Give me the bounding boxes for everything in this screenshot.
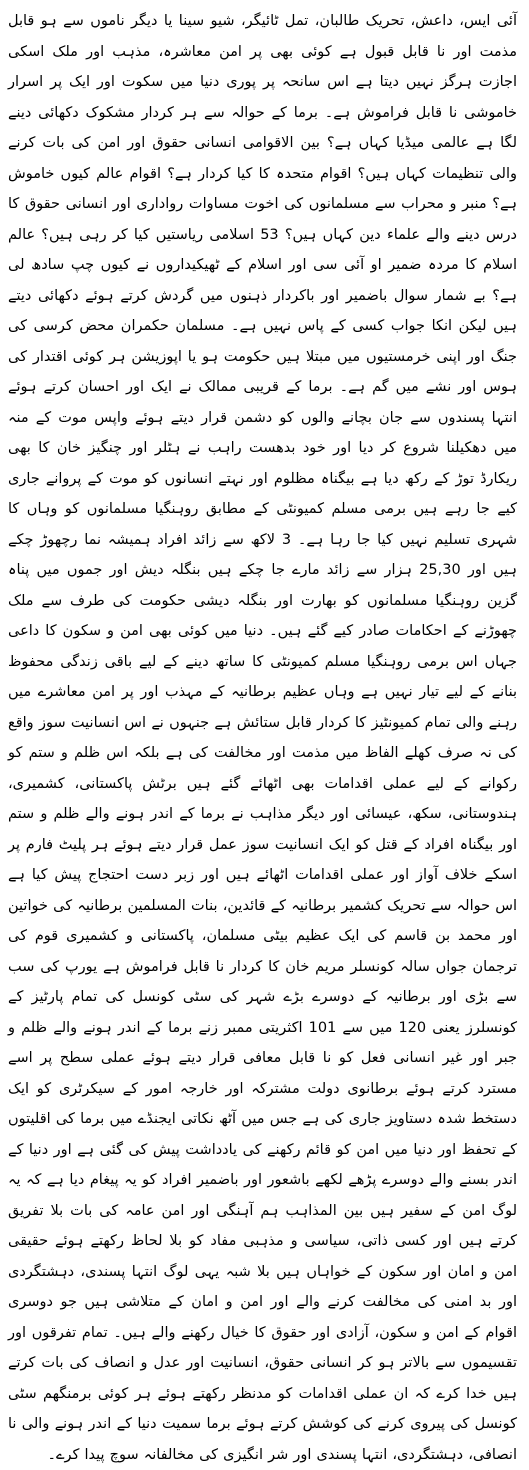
article-body-text: آئی ایس، داعش، تحریک طالبان، تمل ٹائیگر، شیو سینا یا دیگر ناموں سے ہو قابل مذمت اور نا قابل قبول ہے کوئی بھی پر امن معاشرہ، مذہب اور ملک اسکی اجازت ہرگز نہیں دیتا ہے اس سانحہ پر پوری دنیا میں سکوت اور ایک پر اسرار خاموشی نا قابل فراموش ہے۔ برما کے حوالہ سے ہر کردار مشکوک دکھائی دینے لگا ہے عالمی میڈیا کہاں ہے؟ بین الاقوامی انسانی حقوق اور امن کی بات کرنے والی تنظیمات کہاں ہیں؟ اقوام متحدہ کا کیا کردار ہے؟ اقوام عالم کیوں خاموش ہے؟ منبر و محراب سے مسلمانوں کی اخوت مساوات رواداری اور انسانی حقوق کا درس دینے والے علماء دین کہاں ہیں؟ 53 اسلامی ریاستیں کیا کر رہی ہیں؟ عالم اسلام کا مردہ ضمیر او آئی سی اور اسلام کے ٹھیکیداروں نے کیوں چپ سادھ لی ہے؟ بے شمار سوال باضمیر اور باکردار ذہنوں میں گردش کرتے ہوئے دکھائی دیتے ہیں لیکن انکا جواب کسی کے پاس نہیں ہے۔ مسلمان حکمران محض کرسی کی جنگ اور اپنی خرمستیوں میں مبتلا ہیں حکومت ہو یا اپوزیشن ہر کوئی اقتدار کی ہوس اور نشے میں گم ہے۔ برما کے قریبی ممالک نے ایک اور احسان کرتے ہوئے انتہا پسندوں سے جان بچانے والوں کو دشمن قرار دیتے ہوئے واپس موت کے منہ میں دھکیلنا شروع کر دیا اور خود بدھست راہب نے ہٹلر اور چنگیز خان کا بھی ریکارڈ توڑ کے رکھ دیا ہے بیگناہ مظلوم اور نہتے انسانوں کو موت کے پروانے جاری کیے جا رہے ہیں برمی مسلم کمیونٹی کے مطابق روہنگیا مسلمانوں کو وہاں کا شہری تسلیم نہیں کیا جا رہا ہے۔ 3 لاکھ سے زائد افراد ہمیشہ نما رچھوڑ چکے ہیں اور 25,30 ہزار سے زائد مارے جا چکے ہیں بنگلہ دیش اور جموں میں پناہ گزین روہنگیا مسلمانوں کو بھارت اور بنگلہ دیشی حکومت کی طرف سے ملک چھوڑنے کے احکامات صادر کیے گئے ہیں۔ دنیا میں کوئی بھی امن و سکون کا داعی جہاں اس برمی روہنگیا مسلم کمیونٹی کا ساتھ دینے کے لیے باقی زندگی محفوظ بنانے کے لیے تیار نہیں ہے وہاں عظیم برطانیہ کے مہذب اور پر امن معاشرے میں رہنے والی تمام کمیونٹیز کا کردار قابل ستائش ہے جنہوں نے اس انسانیت سوز واقع کی نہ صرف کھلے الفاظ میں مذمت اور مخالفت کی ہے بلکہ اس ظلم و ستم کو رکوانے کے لیے عملی اقدامات بھی اٹھائے گئے ہیں برٹش پاکستانی، کشمیری، ہندوستانی، سکھ، عیسائی اور دیگر مذاہب نے برما کے اندر ہونے والے ظلم و ستم اور بیگناہ افراد کے قتل کو ایک انسانیت سوز عمل قرار دیتے ہوئے ہر پلیٹ فارم پر اسکے خلاف آواز اور عملی اقدامات اٹھائے ہیں اور زبر دست احتجاج پیش کیا ہے اس حوالہ سے تحریک کشمیر برطانیہ کے قائدین، بنات المسلمین برطانیہ کی خواتین اور محمد بن قاسم کی ایک عظیم بیٹی مسلمان، پاکستانی و کشمیری قوم کی ترجمان جواں سالہ کونسلر مریم خان کا کردار نا قابل فراموش ہے یورپ کی سب سے بڑی اور برطانیہ کے دوسرے بڑے شہر کی سٹی کونسل کی تمام پارٹیز کے کونسلرز یعنی 120 میں سے 101 اکثریتی ممبر زنے برما کے اندر ہونے والے ظلم و جبر اور غیر انسانی فعل کو نا قابل معافی قرار دیتے ہوئے عملی سطح پر اسے مسترد کرتے ہوئے برطانوی دولت مشترکہ اور خارجہ امور کے سیکرٹری کو ایک دستخط شدہ دستاویز جاری کی ہے جس میں آٹھ نکاتی ایجنڈے میں برما کی اقلیتوں کے تحفظ اور دنیا میں امن کو قائم رکھنے کی یادداشت پیش کی گئی ہے اور دنیا کے اندر بسنے والے دوسرے پڑھے لکھے باشعور اور باضمیر افراد کو یہ پیغام دیا ہے کہ یہ لوگ امن کے سفیر ہیں بین المذاہب ہم آہنگی اور امن عامہ کی بات بلا تفریق کرتے ہیں اور کسی ذاتی، سیاسی و مذہبی مفاد کو بلا لحاظ رکھتے ہوئے حقیقی امن و امان اور سکون کے خواہاں ہیں بلا شبہ یہی لوگ انتہا پسندی، دہشتگردی اور بد امنی کی مخالفت کرنے والے اور امن و امان کے متلاشی ہیں جو دوسری اقوام کے امن و سکون، آزادی اور حقوق کا خیال رکھنے والے ہیں۔ تمام تفرقوں اور تقسیموں سے بالاتر ہو کر انسانی حقوق، انسانیت اور عدل و انصاف کی بات کرتے ہیں خدا کرے کہ ان عملی اقدامات کو مدنظر رکھتے ہوئے ہر کوئی برمنگھم سٹی کونسل کی پیروی کرنے کی کوشش کرتے ہوئے برما سمیت دنیا کے اندر ہونے والی نا انصافی، دہشتگردی، انتہا پسندی اور شر انگیزی کی مخالفانہ سوچ پیدا کرے۔ — [8, 13, 518, 1463]
